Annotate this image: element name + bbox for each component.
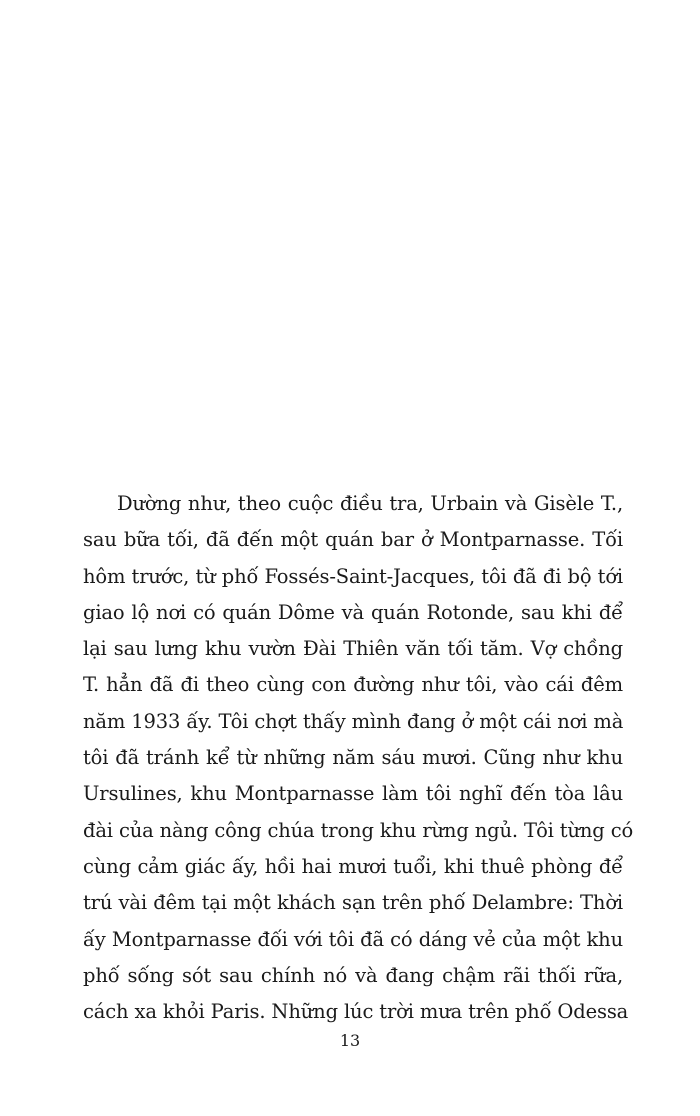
- body-paragraph: [83, 486, 634, 1030]
- text-line: cách xa khỏi Paris. Những lúc trời mưa trên phố Odessa: [83, 1000, 629, 1024]
- text-line: Dường như, theo cuộc điều tra, Urbain và Gisèle T.,: [117, 492, 623, 515]
- text-line: trú vài đêm tại một khách sạn trên phố Delambre: Thời: [83, 891, 623, 915]
- text-line: tôi đã tránh kể từ những năm sáu mươi. Cũng như khu: [83, 746, 623, 770]
- text-line: hôm trước, từ phố Fossés-Saint-Jacques, tôi đã đi bộ tới: [83, 564, 623, 588]
- text-line: năm 1933 ấy. Tôi chợt thấy mình đang ở một cái nơi mà: [83, 709, 624, 733]
- text-line: cùng cảm giác ấy, hồi hai mươi tuổi, khi thuê phòng để: [83, 854, 623, 878]
- text-line: sau bữa tối, đã đến một quán bar ở Montparnasse. Tối: [83, 528, 623, 552]
- page-number: 13: [339, 1031, 361, 1050]
- text-line: lại sau lưng khu vườn Đài Thiên văn tối tăm. Vợ chồng: [83, 637, 623, 661]
- text-line: T. hẳn đã đi theo cùng con đường như tôi, vào cái đêm: [83, 673, 623, 697]
- text-line: giao lộ nơi có quán Dôme và quán Rotonde, sau khi để: [83, 600, 623, 624]
- text-line: Ursulines, khu Montparnasse làm tôi nghĩ đến tòa lâu: [83, 782, 623, 806]
- text-line: phố sống sót sau chính nó và đang chậm rãi thối rữa,: [83, 963, 623, 987]
- text-line: đài của nàng công chúa trong khu rừng ngủ. Tôi từng có: [83, 818, 634, 842]
- text-line: ấy Montparnasse đối với tôi đã có dáng vẻ của một khu: [83, 927, 623, 951]
